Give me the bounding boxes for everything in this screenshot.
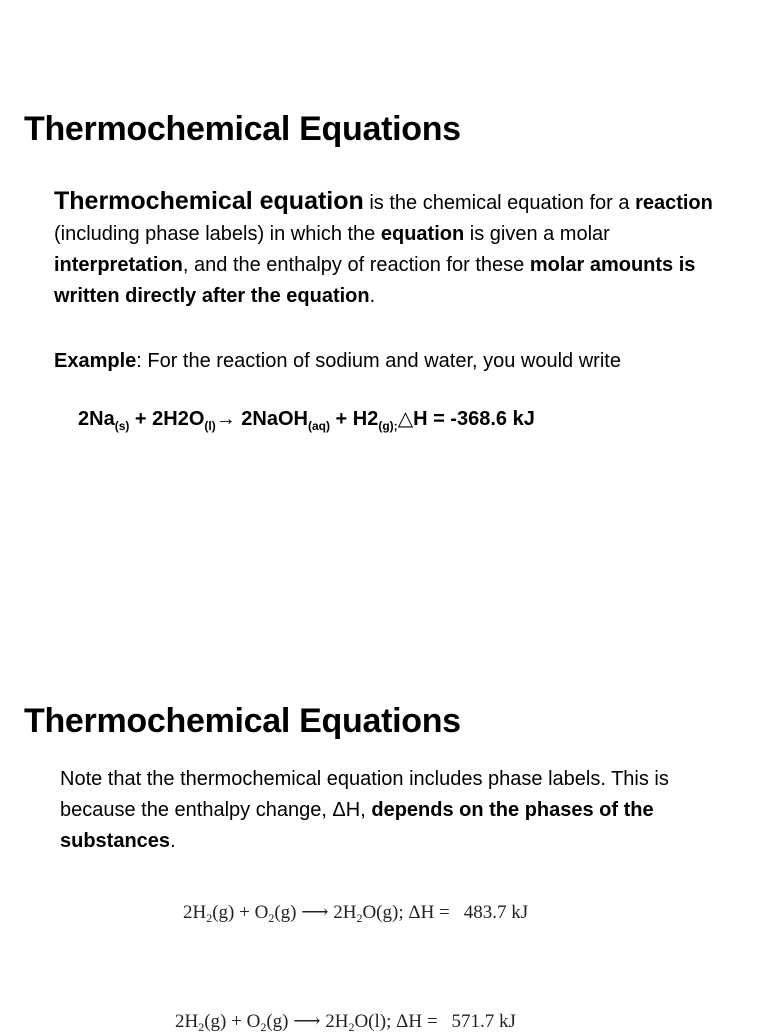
bold-interpretation: interpretation: [54, 254, 183, 276]
subscript: 2: [206, 911, 213, 925]
subscript: 2: [260, 1020, 267, 1034]
bold-reaction: reaction: [635, 192, 713, 214]
phase-label: (g);: [378, 419, 398, 433]
eq-term: (g) ⟶ 2H: [274, 902, 357, 923]
eq-term: + 2H2O: [129, 408, 205, 430]
eq-term: + H2: [330, 408, 379, 430]
enthalpy-value: 483.7 kJ: [463, 902, 529, 923]
bold-equation: equation: [380, 223, 465, 245]
slide-title: Thermochemical Equations: [24, 110, 461, 148]
eq-term: O(g); ΔH =: [362, 902, 450, 923]
slide-2: [0, 650, 768, 1034]
eq-term: O(l); ΔH =: [354, 1011, 438, 1032]
phase-label: (s): [114, 419, 130, 433]
subscript: 2: [348, 1020, 355, 1034]
definition-text: , and the enthalpy of reaction for these: [182, 254, 530, 276]
eq-term: 2H: [183, 902, 207, 923]
definition-text: .: [369, 285, 376, 307]
subscript: 2: [356, 911, 363, 925]
water-liquid-equation: [175, 1010, 516, 1035]
phase-label: (aq): [308, 419, 330, 433]
definition-term: Thermochemical equation: [54, 187, 364, 215]
eq-term: (g) + O: [212, 902, 269, 923]
slide-title: Thermochemical Equations: [24, 702, 461, 740]
definition-text: is given a molar: [464, 223, 610, 245]
eq-term: (g) + O: [204, 1011, 261, 1032]
definition-text: (including phase labels) in which the: [54, 223, 381, 245]
enthalpy-value: 571.7 kJ: [451, 1011, 516, 1032]
example-line: [54, 346, 744, 377]
note-text: .: [170, 830, 176, 852]
note-paragraph: [60, 764, 720, 857]
bold-molar-amounts: molar amounts is written directly after the equation: [54, 254, 696, 307]
eq-term: 2NaOH: [235, 408, 308, 430]
eq-term: (g) ⟶ 2H: [266, 1011, 349, 1032]
sodium-water-equation: [78, 406, 535, 433]
enthalpy-value: △H = -368.6 kJ: [397, 408, 535, 430]
example-label: Example: [54, 350, 137, 372]
definition-paragraph: [54, 186, 744, 312]
eq-term: 2Na: [78, 408, 115, 430]
eq-term: 2H: [175, 1011, 199, 1032]
subscript: 2: [268, 911, 275, 925]
note-text: Note that the thermochemical equation includes phase labels. This is because the enthalpy change, ΔH,: [60, 768, 669, 821]
phase-label: (l): [204, 419, 216, 433]
example-text: : For the reaction of sodium and water, you would write: [136, 350, 621, 372]
arrow-icon: →: [215, 408, 236, 430]
bold-depends-on-phases: depends on the phases of the substances: [60, 799, 654, 852]
subscript: 2: [198, 1020, 205, 1034]
definition-text: is the chemical equation for a: [363, 192, 636, 214]
water-gas-equation: [183, 901, 528, 926]
